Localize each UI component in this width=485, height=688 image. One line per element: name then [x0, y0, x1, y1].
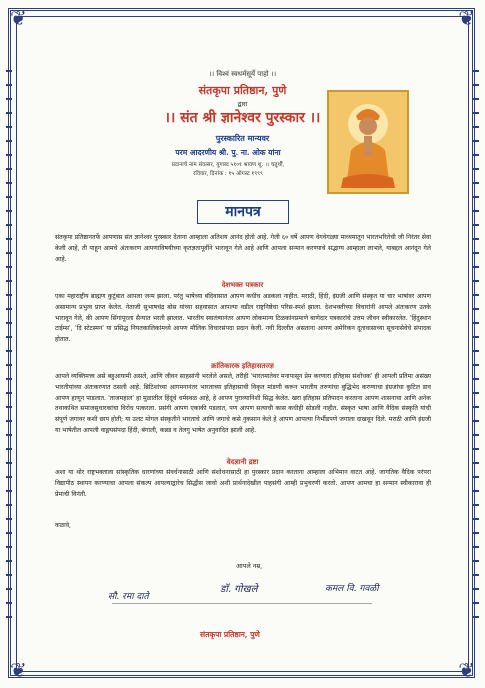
signature: सौ. रमा दाते	[108, 592, 149, 602]
yours-truly: आपले नम्र,	[236, 562, 263, 570]
historian-paragraph: आपले व्यक्तिमत्त्व असे बहुआयामी असले, आणि जीवन साहसांनी भरलेले असले, तरीही 'भारतमातेवर मनापासून प्रेम करणारा इतिहास संशोधक' ही आपली प्रतिमा असंख्य भारतीयांच्या अंतःकरणात ठसली आहे. ब्रिटिशांच्या आगमनानंतर भारताच्या इतिहासाची विकृत मांडणी करून भारतीय तरुणांचा बुद्धिभेद करण्याचा इंग्रजांचा कुटिल डाव आपण हाणून पाडलात. 'ताजमहाल' हा मुळातील हिंदूंचे धर्मस्थळ आहे, हे आपण पुराव्यानिशी सिद्ध केलेत. खरा इतिहास प्रतिपादन करताना आपण शासनाचा आणि अनेक तथाकथित समाजसुधारकांचा विरोध पत्करला. प्रसंगी आपण एकाकी पडलात, पण आपण सत्याची कास कधीही सोडली नाहीत. संस्कृत भाषा आणि वैदिक संस्कृति यांची संपूर्ण जगावर कशी छाप होती; या उलट मोगल संस्कृतीने भारताचे आणि जगाचे कसे नुकसान केले हे आपण आपल्या निर्भीडपणे जगाला दाखवून दिले. मराठी आणि इंग्रजी या भाषेतील आपली वाङ्मयसंपदा हिंदी, बंगाली, कन्नड व तेलगु भाषेत अनुवादित झाली आहे.	[55, 373, 431, 434]
corner-ornament-icon: ❦	[458, 6, 475, 30]
right-vine-ornament	[473, 70, 479, 618]
recipient-date-line: प्रदानाचे नाम संवत्सर, युगाब्द ५१०१ श्रावण शु. ।। चतुर्थी,	[171, 162, 285, 168]
corner-ornament-icon: ❦	[10, 6, 27, 30]
organization-title: संतकृपा प्रतिष्ठान, पुणे	[198, 84, 287, 97]
presented-label: पुरस्कारित मान्यवर	[215, 133, 270, 143]
patriot-journalist-paragraph: एका महाराष्ट्रीय ब्राह्मण कुटुंबात आपला जन्म झाला. परंतु भाषेच्या बंदिवासात आपण कधीच अडकला नाहीत. मराठी, हिंदी, इंग्रजी आणि संस्कृत या चार भाषांवर आपण असामान्य प्रभुत्व प्राप्त केलेत. नेताजी सुभाषचंद्र बोस यांच्या सहवासात आपल्या वडील राष्ट्रनिष्ठेचा परिस-स्पर्श झाला. देशभक्तीच्या विचारांनी आपले अंतःकरण उतके भारावून गेले, की आपण सिंगापूरला सैन्यात भरती झालात. भारतीय स्वातंत्र्यानंतर आपण लोकमान्य टिळकांनप्रमाणे बाणेदार पत्रकारांचे उत्तम जीवन स्वीकारलेत. 'हिंदुस्थान टाईम्स', 'दि स्टेटस्मन' या प्रसिद्ध नियतकालिकांमध्ये आपण मौलिक विचारसंपदा प्रदान केली. नवी दिल्लीत असताना आपण अमेरिकन दूतावासाच्या सूचनासेवेचे संपादक होतात.	[55, 293, 431, 344]
recipient-block	[148, 148, 308, 177]
section-heading: देशभक्त पत्रकार	[221, 280, 264, 289]
closing-paragraph: अशा या थोर राष्ट्रभक्ताला सांस्कृतिक धारणांच्या संवर्धनासाठी आणि संशोधनासाठी हा पुरस्कार प्रदान करताना आम्हाला अभिमान वाटत आहे. जागतिक वैदिक परंपरा विद्यापीठ स्थापन करण्याचा आपला संकल्प आपल्याद्वारेच सिद्धीस जावो अशी प्रार्थनादेखील पाहसंगी आम्ही प्रभुचरणी करतो. आपण आमचा हा सन्मान स्वीकारावा ही प्रेमाची विनंती.	[55, 469, 431, 498]
award-title: ।। संत श्री ज्ञानेश्वर पुरस्कार ।।	[164, 110, 321, 126]
signature: कमल वि. गवळी	[325, 584, 379, 594]
corner-ornament-icon: ❦	[10, 658, 27, 682]
via-text: द्वारा	[237, 100, 248, 108]
section-heading: क्रांतिकारक इतिहासतज्ज्ञ	[211, 361, 274, 370]
saint-portrait-icon	[327, 90, 409, 194]
signature: डॉ. गोखले	[220, 584, 258, 595]
signature-area	[100, 575, 390, 615]
recipient-date-line: रविवार, दिनांक : १५ ऑगस्ट १९९९	[193, 171, 263, 177]
motto: ।। विश्वं स्वधर्मसूर्ये पाहो ।।	[208, 70, 277, 78]
corner-ornament-icon: ❦	[458, 658, 475, 682]
recipient-name: परम आदरणीय श्री. पु. ना. ओक यांना	[175, 148, 281, 157]
organization-sign: संतकृपा प्रतिष्ठान, पुणे	[200, 630, 260, 639]
certificate-title: मानपत्र	[197, 200, 289, 224]
signature-line	[112, 603, 372, 604]
closing-word: कळावे,	[55, 522, 71, 529]
intro-paragraph: संतकृपा प्रतिष्ठानतर्फे आपणास संत ज्ञानेश्वर पुरस्कार देताना आम्हाला अतिशय आनंद होतो आहे. गेली ६० वर्षे आपण वेगवेगळ्या माध्यमातून भारतभरितेची जी निरंतर सेवा केली आहे, ती पाहून आमचे अंतःकरण आपणाविषयीच्या कृतज्ञतापूर्वीने भारावून गेले आहे आणि आपला सन्मान करण्याचे सद्भाग्य आम्हाला लाभले, याबद्दल आनंदून गेले आहे.	[55, 234, 431, 263]
left-vine-ornament	[6, 70, 12, 618]
section-heading: वेदज्ञानी द्रष्टा	[226, 457, 259, 466]
